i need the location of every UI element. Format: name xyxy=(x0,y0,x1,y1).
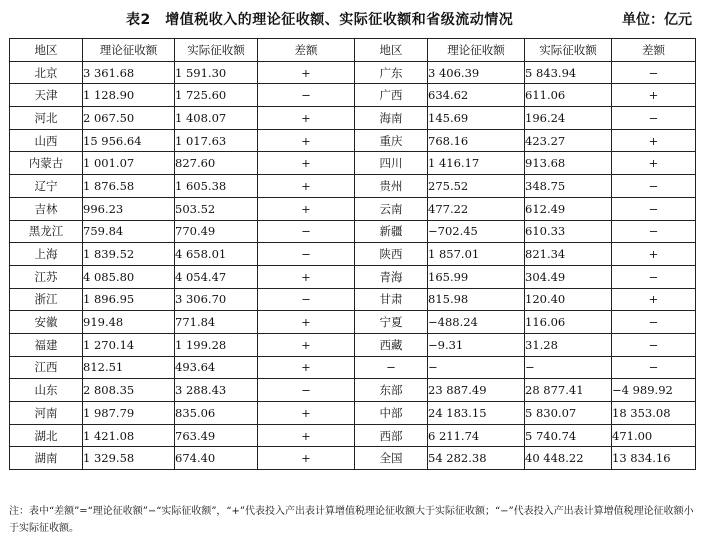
region-cell: 吉林 xyxy=(10,197,83,220)
table-row xyxy=(10,379,696,402)
difference-cell: 13 834.16 xyxy=(612,447,696,470)
header-actual: 实际征收额 xyxy=(175,39,258,62)
actual-cell: 5 830.07 xyxy=(525,402,612,425)
region-cell: 上海 xyxy=(10,243,83,266)
actual-cell: 120.40 xyxy=(525,288,612,311)
region-cell: 内蒙古 xyxy=(10,152,83,175)
actual-cell: 423.27 xyxy=(525,129,612,152)
actual-cell: 5 843.94 xyxy=(525,61,612,84)
region-cell: 河北 xyxy=(10,107,83,130)
actual-cell: 770.49 xyxy=(175,220,258,243)
theoretical-cell: 1 329.58 xyxy=(83,447,175,470)
theoretical-cell: 1 987.79 xyxy=(83,402,175,425)
region-cell: 广西 xyxy=(355,84,428,107)
actual-cell: 1 408.07 xyxy=(175,107,258,130)
theoretical-cell: 6 211.74 xyxy=(428,424,525,447)
difference-cell: + xyxy=(612,243,696,266)
theoretical-cell: 996.23 xyxy=(83,197,175,220)
difference-cell: −4 989.92 xyxy=(612,379,696,402)
actual-cell: 821.34 xyxy=(525,243,612,266)
actual-cell: 610.33 xyxy=(525,220,612,243)
table-row xyxy=(10,333,696,356)
actual-cell: 503.52 xyxy=(175,197,258,220)
region-cell: 辽宁 xyxy=(10,175,83,198)
actual-cell: 612.49 xyxy=(525,197,612,220)
vat-table xyxy=(9,38,696,470)
difference-cell: − xyxy=(258,379,355,402)
difference-cell: − xyxy=(258,288,355,311)
table-row xyxy=(10,402,696,425)
theoretical-cell: 1 270.14 xyxy=(83,333,175,356)
table-row xyxy=(10,424,696,447)
header-region: 地区 xyxy=(355,39,428,62)
theoretical-cell: 2 808.35 xyxy=(83,379,175,402)
difference-cell: − xyxy=(612,265,696,288)
theoretical-cell: 812.51 xyxy=(83,356,175,379)
theoretical-cell: 1 128.90 xyxy=(83,84,175,107)
table-body xyxy=(10,61,696,469)
theoretical-cell: 768.16 xyxy=(428,129,525,152)
region-cell: 黑龙江 xyxy=(10,220,83,243)
theoretical-cell: 1 001.07 xyxy=(83,152,175,175)
theoretical-cell: 477.22 xyxy=(428,197,525,220)
difference-cell: − xyxy=(612,311,696,334)
region-cell: 浙江 xyxy=(10,288,83,311)
actual-cell: 674.40 xyxy=(175,447,258,470)
difference-cell: + xyxy=(258,61,355,84)
actual-cell: 771.84 xyxy=(175,311,258,334)
region-cell: 北京 xyxy=(10,61,83,84)
theoretical-cell: 275.52 xyxy=(428,175,525,198)
table-title: 表2 增值税收入的理论征收额、实际征收额和省级流动情况 xyxy=(126,12,514,28)
region-cell: 西藏 xyxy=(355,333,428,356)
theoretical-cell: 4 085.80 xyxy=(83,265,175,288)
difference-cell: + xyxy=(258,129,355,152)
region-cell: 全国 xyxy=(355,447,428,470)
actual-cell: 611.06 xyxy=(525,84,612,107)
table-row xyxy=(10,197,696,220)
theoretical-cell: 15 956.64 xyxy=(83,129,175,152)
actual-cell: 4 658.01 xyxy=(175,243,258,266)
table-row xyxy=(10,243,696,266)
region-cell: 河南 xyxy=(10,402,83,425)
region-cell: 中部 xyxy=(355,402,428,425)
region-cell: 海南 xyxy=(355,107,428,130)
region-cell: 广东 xyxy=(355,61,428,84)
actual-cell: 304.49 xyxy=(525,265,612,288)
table-row xyxy=(10,311,696,334)
difference-cell: − xyxy=(612,356,696,379)
theoretical-cell: 24 183.15 xyxy=(428,402,525,425)
header-region: 地区 xyxy=(10,39,83,62)
theoretical-cell: 145.69 xyxy=(428,107,525,130)
difference-cell: 18 353.08 xyxy=(612,402,696,425)
actual-cell: 827.60 xyxy=(175,152,258,175)
region-cell: 重庆 xyxy=(355,129,428,152)
theoretical-cell: − xyxy=(428,356,525,379)
actual-cell: 196.24 xyxy=(525,107,612,130)
actual-cell: 31.28 xyxy=(525,333,612,356)
region-cell: 新疆 xyxy=(355,220,428,243)
table-row xyxy=(10,220,696,243)
theoretical-cell: −9.31 xyxy=(428,333,525,356)
header-difference: 差额 xyxy=(258,39,355,62)
table-row xyxy=(10,288,696,311)
region-cell: 江苏 xyxy=(10,265,83,288)
region-cell: 西部 xyxy=(355,424,428,447)
table-row xyxy=(10,152,696,175)
difference-cell: + xyxy=(612,84,696,107)
difference-cell: − xyxy=(612,107,696,130)
table-row xyxy=(10,447,696,470)
region-cell: 青海 xyxy=(355,265,428,288)
region-cell: − xyxy=(355,356,428,379)
table-row xyxy=(10,107,696,130)
actual-cell: 116.06 xyxy=(525,311,612,334)
theoretical-cell: 3 406.39 xyxy=(428,61,525,84)
table-row xyxy=(10,61,696,84)
difference-cell: − xyxy=(612,61,696,84)
theoretical-cell: −702.45 xyxy=(428,220,525,243)
region-cell: 山西 xyxy=(10,129,83,152)
region-cell: 甘肃 xyxy=(355,288,428,311)
theoretical-cell: 815.98 xyxy=(428,288,525,311)
difference-cell: + xyxy=(258,447,355,470)
actual-cell: 1 725.60 xyxy=(175,84,258,107)
actual-cell: 913.68 xyxy=(525,152,612,175)
difference-cell: + xyxy=(258,107,355,130)
region-cell: 宁夏 xyxy=(355,311,428,334)
region-cell: 山东 xyxy=(10,379,83,402)
theoretical-cell: 1 896.95 xyxy=(83,288,175,311)
difference-cell: + xyxy=(258,197,355,220)
header-theoretical: 理论征收额 xyxy=(428,39,525,62)
difference-cell: + xyxy=(612,129,696,152)
region-cell: 贵州 xyxy=(355,175,428,198)
actual-cell: 1 017.63 xyxy=(175,129,258,152)
region-cell: 湖南 xyxy=(10,447,83,470)
header-theoretical: 理论征收额 xyxy=(83,39,175,62)
difference-cell: − xyxy=(258,84,355,107)
theoretical-cell: 919.48 xyxy=(83,311,175,334)
region-cell: 安徽 xyxy=(10,311,83,334)
actual-cell: 348.75 xyxy=(525,175,612,198)
difference-cell: 471.00 xyxy=(612,424,696,447)
difference-cell: + xyxy=(258,265,355,288)
theoretical-cell: 1 857.01 xyxy=(428,243,525,266)
difference-cell: + xyxy=(612,288,696,311)
theoretical-cell: −488.24 xyxy=(428,311,525,334)
region-cell: 江西 xyxy=(10,356,83,379)
header-actual: 实际征收额 xyxy=(525,39,612,62)
table-row xyxy=(10,129,696,152)
theoretical-cell: 759.84 xyxy=(83,220,175,243)
table-caption xyxy=(0,9,704,31)
difference-cell: + xyxy=(258,402,355,425)
difference-cell: − xyxy=(612,220,696,243)
region-cell: 天津 xyxy=(10,84,83,107)
difference-cell: + xyxy=(258,311,355,334)
actual-cell: 493.64 xyxy=(175,356,258,379)
difference-cell: + xyxy=(258,333,355,356)
region-cell: 云南 xyxy=(355,197,428,220)
table-note: 注：表中“差额”=“理论征收额”−“实际征收额”，“+”代表投入产出表计算增值税理论征收额大于实际征收额；“−”代表投入产出表计算增值税理论征收额小于实际征收额。 xyxy=(9,506,694,534)
actual-cell: 1 591.30 xyxy=(175,61,258,84)
difference-cell: − xyxy=(258,243,355,266)
difference-cell: + xyxy=(258,175,355,198)
difference-cell: − xyxy=(612,333,696,356)
theoretical-cell: 165.99 xyxy=(428,265,525,288)
theoretical-cell: 1 839.52 xyxy=(83,243,175,266)
actual-cell: − xyxy=(525,356,612,379)
actual-cell: 1 199.28 xyxy=(175,333,258,356)
region-cell: 东部 xyxy=(355,379,428,402)
actual-cell: 5 740.74 xyxy=(525,424,612,447)
actual-cell: 4 054.47 xyxy=(175,265,258,288)
difference-cell: − xyxy=(612,197,696,220)
theoretical-cell: 54 282.38 xyxy=(428,447,525,470)
theoretical-cell: 1 416.17 xyxy=(428,152,525,175)
actual-cell: 40 448.22 xyxy=(525,447,612,470)
difference-cell: − xyxy=(612,175,696,198)
theoretical-cell: 634.62 xyxy=(428,84,525,107)
region-cell: 陕西 xyxy=(355,243,428,266)
difference-cell: + xyxy=(258,356,355,379)
difference-cell: + xyxy=(258,152,355,175)
actual-cell: 3 306.70 xyxy=(175,288,258,311)
header-difference: 差额 xyxy=(612,39,696,62)
theoretical-cell: 1 876.58 xyxy=(83,175,175,198)
actual-cell: 28 877.41 xyxy=(525,379,612,402)
difference-cell: + xyxy=(612,152,696,175)
difference-cell: − xyxy=(258,220,355,243)
region-cell: 福建 xyxy=(10,333,83,356)
table-row xyxy=(10,175,696,198)
difference-cell: + xyxy=(258,424,355,447)
theoretical-cell: 3 361.68 xyxy=(83,61,175,84)
actual-cell: 835.06 xyxy=(175,402,258,425)
table-row xyxy=(10,84,696,107)
actual-cell: 763.49 xyxy=(175,424,258,447)
region-cell: 湖北 xyxy=(10,424,83,447)
actual-cell: 1 605.38 xyxy=(175,175,258,198)
unit-label: 单位：亿元 xyxy=(622,12,692,28)
region-cell: 四川 xyxy=(355,152,428,175)
table-row xyxy=(10,265,696,288)
table-row xyxy=(10,356,696,379)
theoretical-cell: 1 421.08 xyxy=(83,424,175,447)
theoretical-cell: 23 887.49 xyxy=(428,379,525,402)
theoretical-cell: 2 067.50 xyxy=(83,107,175,130)
actual-cell: 3 288.43 xyxy=(175,379,258,402)
header-row xyxy=(10,39,696,62)
